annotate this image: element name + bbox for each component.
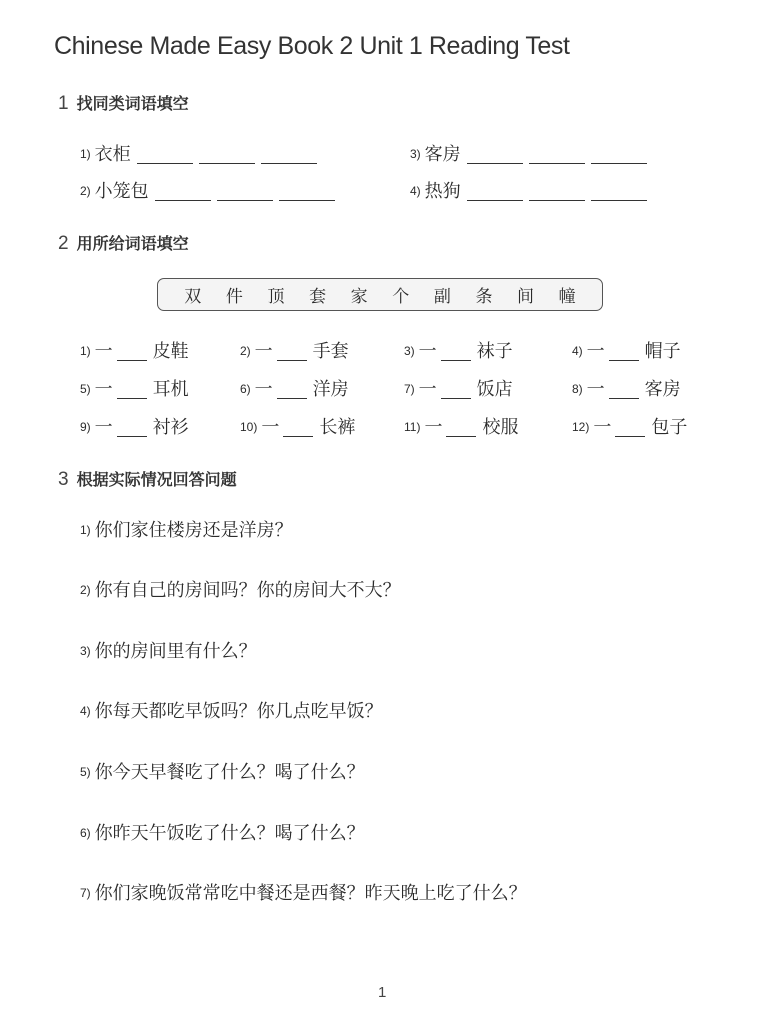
s2-item-noun: 袜子 xyxy=(476,341,513,362)
word-bank-word: 副 xyxy=(433,287,451,307)
answer-blank[interactable] xyxy=(467,145,523,164)
answer-blank[interactable] xyxy=(283,418,313,437)
s2-item-noun: 长裤 xyxy=(319,417,356,438)
s2-item-number: 2) xyxy=(240,344,251,358)
answer-blank[interactable] xyxy=(199,145,255,164)
s1-item-number: 2) xyxy=(80,184,91,198)
question-1 xyxy=(80,516,293,542)
section-2-number: 2 xyxy=(58,233,69,254)
s2-item-prefix: 一 xyxy=(94,379,113,400)
word-bank-word: 幢 xyxy=(558,287,576,307)
s1-item-word: 客房 xyxy=(424,144,461,165)
question-7 xyxy=(80,879,527,905)
s2-item-7 xyxy=(404,375,513,401)
s1-item-number: 4) xyxy=(410,184,421,198)
s2-item-prefix: 一 xyxy=(94,341,113,362)
section-1-heading xyxy=(58,91,189,115)
question-text: 你有自己的房间吗？你的房间大不大？ xyxy=(94,580,401,601)
answer-blank[interactable] xyxy=(117,380,147,399)
word-bank-word: 间 xyxy=(517,287,535,307)
question-number: 1) xyxy=(80,523,91,537)
answer-blank[interactable] xyxy=(277,380,307,399)
answer-blank[interactable] xyxy=(615,418,645,437)
s2-item-prefix: 一 xyxy=(586,341,605,362)
s1-item-3 xyxy=(410,140,647,166)
answer-blank[interactable] xyxy=(529,145,585,164)
s2-item-noun: 校服 xyxy=(482,417,519,438)
word-bank-word: 套 xyxy=(309,287,327,307)
answer-blank[interactable] xyxy=(117,418,147,437)
answer-blank[interactable] xyxy=(441,380,471,399)
question-number: 4) xyxy=(80,704,91,718)
s2-item-prefix: 一 xyxy=(593,417,612,438)
s2-item-noun: 洋房 xyxy=(312,379,349,400)
s2-item-number: 12) xyxy=(572,420,590,434)
s2-item-number: 3) xyxy=(404,344,415,358)
section-2-heading xyxy=(58,231,189,255)
s1-item-4 xyxy=(410,177,647,203)
s1-item-number: 1) xyxy=(80,147,91,161)
answer-blank[interactable] xyxy=(609,342,639,361)
s2-item-2 xyxy=(240,337,349,363)
page-title: Chinese Made Easy Book 2 Unit 1 Reading Test xyxy=(54,32,570,60)
answer-blank[interactable] xyxy=(137,145,193,164)
answer-blank[interactable] xyxy=(441,342,471,361)
answer-blank[interactable] xyxy=(217,182,273,201)
page-number: 1 xyxy=(378,984,387,1001)
answer-blank[interactable] xyxy=(117,342,147,361)
s2-item-noun: 客房 xyxy=(644,379,681,400)
question-number: 6) xyxy=(80,826,91,840)
s2-item-5 xyxy=(80,375,189,401)
s2-item-number: 5) xyxy=(80,382,91,396)
s2-item-10 xyxy=(240,413,355,439)
answer-blank[interactable] xyxy=(277,342,307,361)
question-text: 你们家晚饭常常吃中餐还是西餐？昨天晚上吃了什么？ xyxy=(94,883,527,904)
word-bank-word: 条 xyxy=(475,287,493,307)
question-text: 你每天都吃早饭吗？你几点吃早饭？ xyxy=(94,701,383,722)
question-number: 5) xyxy=(80,765,91,779)
word-bank-word: 顶 xyxy=(267,287,285,307)
s2-item-6 xyxy=(240,375,349,401)
word-bank-box xyxy=(157,278,603,311)
question-2 xyxy=(80,576,401,602)
s2-item-noun: 皮鞋 xyxy=(152,341,189,362)
word-bank-word: 件 xyxy=(225,287,243,307)
s2-item-3 xyxy=(404,337,513,363)
answer-blank[interactable] xyxy=(529,182,585,201)
s2-item-noun: 衬衫 xyxy=(152,417,189,438)
question-text: 你今天早餐吃了什么？喝了什么？ xyxy=(94,762,365,783)
s1-item-1 xyxy=(80,140,317,166)
s2-item-8 xyxy=(572,375,681,401)
question-5 xyxy=(80,758,365,784)
s2-item-11 xyxy=(404,413,518,439)
answer-blank[interactable] xyxy=(155,182,211,201)
word-bank-word: 双 xyxy=(184,287,202,307)
s2-item-prefix: 一 xyxy=(254,379,273,400)
s2-item-number: 11) xyxy=(404,420,421,434)
answer-blank[interactable] xyxy=(591,145,647,164)
question-4 xyxy=(80,697,383,723)
s2-item-1 xyxy=(80,337,189,363)
answer-blank[interactable] xyxy=(279,182,335,201)
s2-item-number: 6) xyxy=(240,382,251,396)
question-3 xyxy=(80,637,257,663)
s2-item-noun: 饭店 xyxy=(476,379,513,400)
s2-item-number: 4) xyxy=(572,344,583,358)
answer-blank[interactable] xyxy=(467,182,523,201)
word-bank-word: 个 xyxy=(392,287,410,307)
section-1-number: 1 xyxy=(58,93,69,114)
s2-item-prefix: 一 xyxy=(586,379,605,400)
answer-blank[interactable] xyxy=(609,380,639,399)
word-bank-word: 家 xyxy=(350,287,368,307)
s2-item-number: 9) xyxy=(80,420,91,434)
s2-item-prefix: 一 xyxy=(418,341,437,362)
s1-item-word: 衣柜 xyxy=(94,144,131,165)
s2-item-9 xyxy=(80,413,189,439)
section-3-heading xyxy=(58,467,237,491)
question-6 xyxy=(80,819,365,845)
s2-item-noun: 手套 xyxy=(312,341,349,362)
s2-item-12 xyxy=(572,413,687,439)
section-1-title: 找同类词语填空 xyxy=(76,94,189,113)
s2-item-number: 8) xyxy=(572,382,583,396)
answer-blank[interactable] xyxy=(446,418,476,437)
question-number: 2) xyxy=(80,583,91,597)
s1-item-word: 热狗 xyxy=(424,181,461,202)
section-3-title: 根据实际情况回答问题 xyxy=(76,470,237,489)
question-text: 你昨天午饭吃了什么？喝了什么？ xyxy=(94,823,365,844)
s2-item-prefix: 一 xyxy=(254,341,273,362)
s1-item-number: 3) xyxy=(410,147,421,161)
question-text: 你的房间里有什么？ xyxy=(94,641,257,662)
answer-blank[interactable] xyxy=(591,182,647,201)
s2-item-number: 10) xyxy=(240,420,258,434)
s2-item-noun: 帽子 xyxy=(644,341,681,362)
s1-item-word: 小笼包 xyxy=(94,181,149,202)
question-number: 3) xyxy=(80,644,91,658)
s2-item-prefix: 一 xyxy=(424,417,443,438)
question-number: 7) xyxy=(80,886,91,900)
s2-item-prefix: 一 xyxy=(261,417,280,438)
s2-item-number: 7) xyxy=(404,382,415,396)
s2-item-4 xyxy=(572,337,681,363)
section-2-title: 用所给词语填空 xyxy=(76,234,189,253)
section-3-number: 3 xyxy=(58,469,69,490)
s1-item-2 xyxy=(80,177,335,203)
s2-item-noun: 耳机 xyxy=(152,379,189,400)
s2-item-number: 1) xyxy=(80,344,91,358)
answer-blank[interactable] xyxy=(261,145,317,164)
s2-item-prefix: 一 xyxy=(418,379,437,400)
s2-item-prefix: 一 xyxy=(94,417,113,438)
s2-item-noun: 包子 xyxy=(651,417,688,438)
question-text: 你们家住楼房还是洋房？ xyxy=(94,520,293,541)
